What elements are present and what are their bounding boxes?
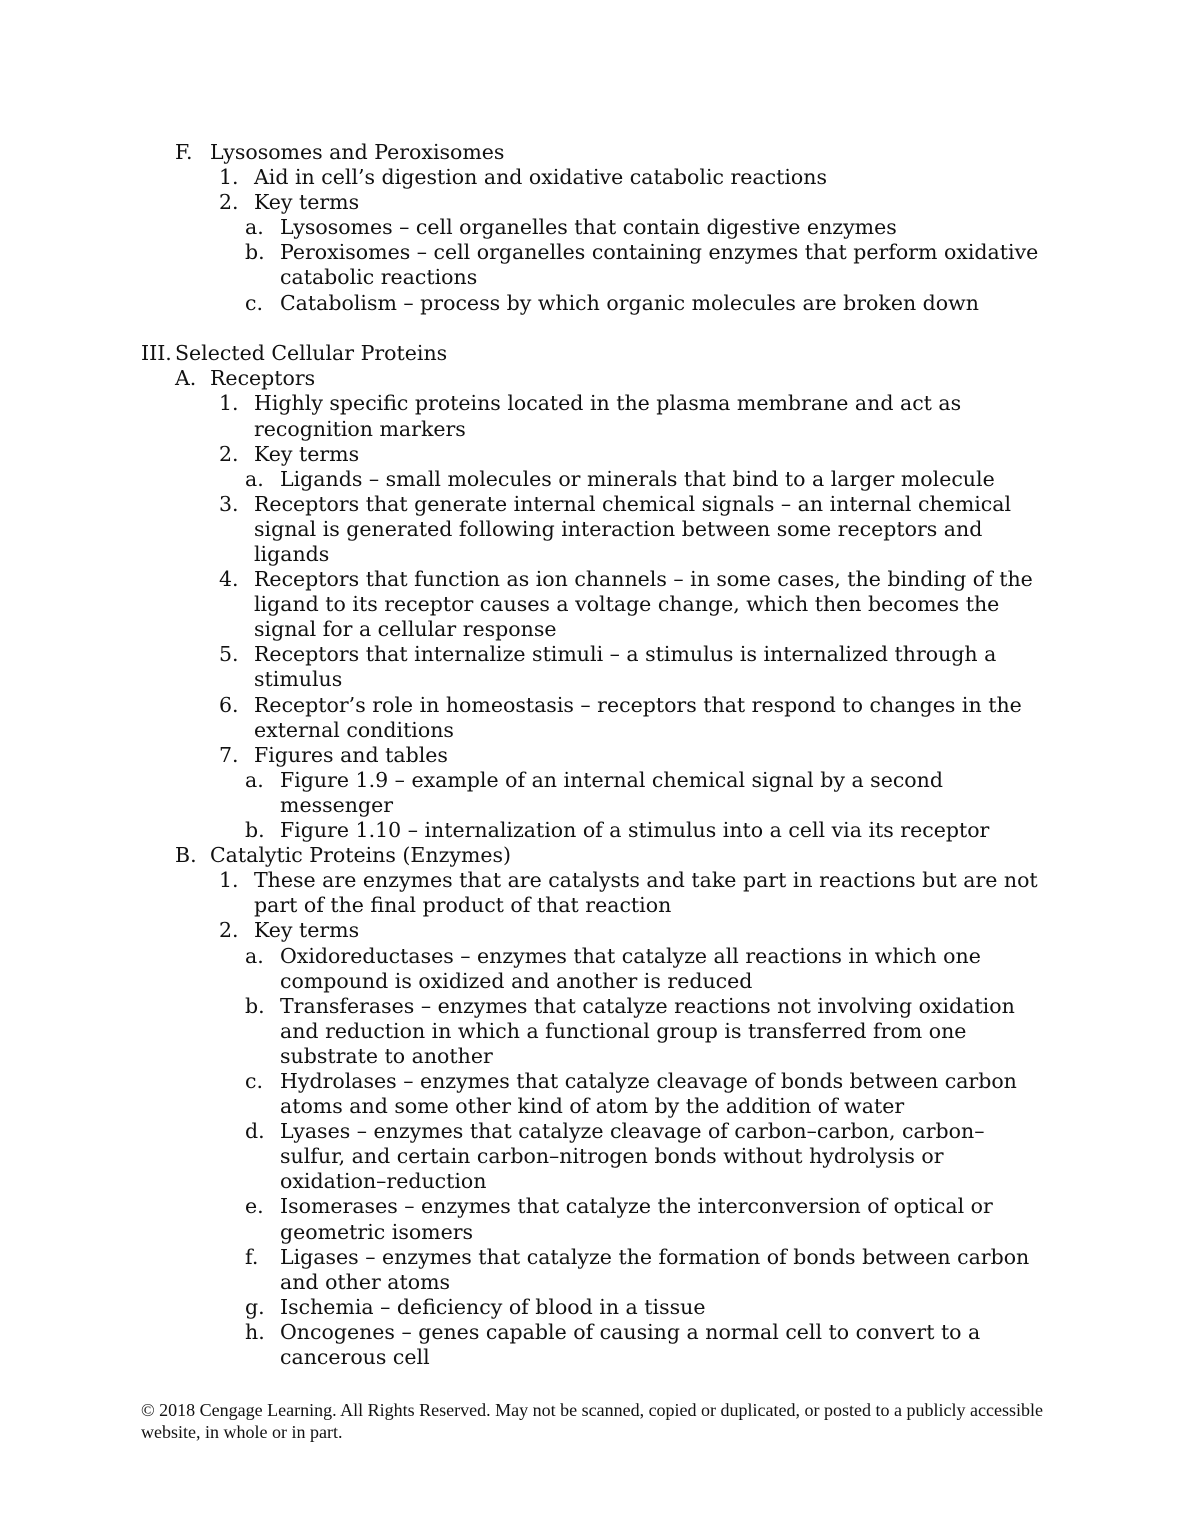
outline-text: Lysosomes and Peroxisomes (210, 140, 505, 164)
outline-text: Key terms (254, 441, 360, 466)
outline-line (0, 793, 1190, 818)
outline-line (0, 743, 1190, 768)
outline-line (0, 1295, 1190, 1320)
outline-line (0, 215, 1190, 240)
outline-text: Key terms (254, 190, 360, 215)
outline-line (0, 190, 1190, 215)
list-marker: a. (245, 767, 264, 792)
outline-text: These are enzymes that are catalysts and take part in reactions but are not (254, 868, 1038, 893)
outline-text: Key terms (254, 918, 360, 943)
outline-text: messenger (280, 792, 394, 817)
outline-line (0, 592, 1190, 617)
outline-line (0, 1144, 1190, 1169)
outline-text: cancerous cell (280, 1345, 430, 1369)
outline-text: Ischemia – deficiency of blood in a tissue (280, 1294, 706, 1319)
outline-line (0, 969, 1190, 994)
outline-line (0, 1320, 1190, 1345)
list-marker: A. (175, 366, 197, 391)
copyright-footer: © 2018 Cengage Learning. All Rights Reserved. May not be scanned, copied or duplicated, or posted to a publicly accessible website, in whole or in part. (141, 1400, 1043, 1442)
outline-text: Catalytic Proteins (Enzymes) (210, 843, 512, 868)
list-marker: B. (175, 843, 197, 868)
outline-line (0, 667, 1190, 692)
outline-line (0, 291, 1190, 316)
outline-line (0, 1220, 1190, 1245)
outline-text: Lysosomes – cell organelles that contain digestive enzymes (280, 215, 897, 240)
list-marker: F. (175, 140, 193, 164)
outline-text: Lyases – enzymes that catalyze cleavage of carbon–carbon, carbon– (280, 1119, 985, 1144)
list-marker: c. (245, 1068, 263, 1093)
list-marker: f. (245, 1244, 259, 1269)
outline-line (0, 994, 1190, 1019)
outline-line (0, 417, 1190, 442)
outline-text: Selected Cellular Proteins (175, 341, 448, 366)
list-marker: 2. (219, 190, 239, 215)
outline-text: signal is generated following interaction between some receptors and (254, 516, 983, 541)
outline-text: Transferases – enzymes that catalyze reactions not involving oxidation (280, 993, 1015, 1018)
list-marker: III. (141, 341, 172, 366)
outline-line (0, 391, 1190, 416)
outline-text: atoms and some other kind of atom by the addition of water (280, 1094, 905, 1119)
outline-text: Isomerases – enzymes that catalyze the interconversion of optical or (280, 1194, 993, 1219)
outline-text: Oxidoreductases – enzymes that catalyze all reactions in which one (280, 943, 981, 968)
outline-text: oxidation–reduction (280, 1169, 487, 1194)
outline-line (0, 718, 1190, 743)
outline-text: Figure 1.10 – internalization of a stimulus into a cell via its receptor (280, 818, 990, 843)
list-marker: b. (245, 993, 265, 1018)
outline-body (0, 140, 1190, 1370)
list-marker: a. (245, 466, 264, 491)
outline-text: Receptors that internalize stimuli – a stimulus is internalized through a (254, 642, 997, 667)
section-gap (0, 316, 1190, 342)
outline-text: catabolic reactions (280, 265, 478, 290)
outline-text: compound is oxidized and another is reduced (280, 968, 753, 993)
list-marker: 5. (219, 642, 239, 667)
outline-line (0, 1270, 1190, 1295)
outline-text: Highly specific proteins located in the plasma membrane and act as (254, 391, 962, 416)
outline-text: Receptors that function as ion channels – in some cases, the binding of the (254, 567, 1033, 592)
outline-text: Receptors (210, 366, 316, 391)
outline-line (0, 1169, 1190, 1194)
outline-line (0, 1345, 1190, 1370)
outline-line (0, 944, 1190, 969)
outline-text: Receptor’s role in homeostasis – receptors that respond to changes in the (254, 692, 1022, 717)
list-marker: a. (245, 943, 264, 968)
outline-line (0, 1094, 1190, 1119)
outline-line (0, 542, 1190, 567)
outline-text: and reduction in which a functional group is transferred from one (280, 1018, 967, 1043)
outline-text: Figures and tables (254, 742, 448, 767)
list-marker: 3. (219, 491, 239, 516)
outline-line (0, 843, 1190, 868)
outline-line (0, 467, 1190, 492)
list-marker: 2. (219, 441, 239, 466)
outline-line (0, 265, 1190, 290)
outline-line (0, 1044, 1190, 1069)
outline-line (0, 818, 1190, 843)
outline-line (0, 1119, 1190, 1144)
outline-text: Hydrolases – enzymes that catalyze cleavage of bonds between carbon (280, 1068, 1017, 1093)
list-marker: 1. (219, 868, 239, 893)
outline-text: Receptors that generate internal chemical signals – an internal chemical (254, 491, 1012, 516)
outline-line (0, 1019, 1190, 1044)
outline-line (0, 567, 1190, 592)
list-marker: 6. (219, 692, 239, 717)
list-marker: 7. (219, 742, 239, 767)
outline-line (0, 893, 1190, 918)
list-marker: g. (245, 1294, 265, 1319)
list-marker: h. (245, 1319, 265, 1344)
outline-line (0, 1245, 1190, 1270)
outline-line (0, 240, 1190, 265)
list-marker: c. (245, 290, 263, 315)
outline-text: Peroxisomes – cell organelles containing enzymes that perform oxidative (280, 240, 1039, 265)
outline-text: recognition markers (254, 416, 466, 441)
outline-text: Figure 1.9 – example of an internal chemical signal by a second (280, 767, 943, 792)
outline-line (0, 868, 1190, 893)
outline-text: Ligases – enzymes that catalyze the formation of bonds between carbon (280, 1244, 1030, 1269)
outline-text: Oncogenes – genes capable of causing a normal cell to convert to a (280, 1319, 981, 1344)
list-marker: a. (245, 215, 264, 240)
outline-text: substrate to another (280, 1043, 493, 1068)
outline-text: Catabolism – process by which organic molecules are broken down (280, 290, 979, 315)
outline-line (0, 768, 1190, 793)
list-marker: b. (245, 240, 265, 265)
outline-line (0, 693, 1190, 718)
outline-line (0, 140, 1190, 165)
list-marker: 4. (219, 567, 239, 592)
outline-line (0, 1194, 1190, 1219)
outline-line (0, 165, 1190, 190)
list-marker: e. (245, 1194, 264, 1219)
outline-text: sulfur, and certain carbon–nitrogen bonds without hydrolysis or (280, 1144, 944, 1169)
outline-text: and other atoms (280, 1269, 451, 1294)
outline-line (0, 1069, 1190, 1094)
outline-text: part of the final product of that reaction (254, 893, 672, 918)
list-marker: b. (245, 818, 265, 843)
list-marker: d. (245, 1119, 265, 1144)
outline-text: Ligands – small molecules or minerals that bind to a larger molecule (280, 466, 995, 491)
outline-text: ligand to its receptor causes a voltage change, which then becomes the (254, 592, 1000, 617)
list-marker: 2. (219, 918, 239, 943)
outline-line (0, 492, 1190, 517)
outline-text: geometric isomers (280, 1219, 474, 1244)
outline-text: external conditions (254, 717, 454, 742)
outline-line (0, 642, 1190, 667)
outline-text: ligands (254, 542, 330, 566)
outline-line (0, 918, 1190, 943)
outline-text: stimulus (254, 667, 343, 692)
outline-text: Aid in cell’s digestion and oxidative catabolic reactions (254, 165, 827, 190)
list-marker: 1. (219, 165, 239, 190)
outline-line (0, 442, 1190, 467)
outline-line (0, 341, 1190, 366)
outline-line (0, 366, 1190, 391)
outline-line (0, 517, 1190, 542)
outline-line (0, 617, 1190, 642)
list-marker: 1. (219, 391, 239, 416)
outline-text: signal for a cellular response (254, 617, 557, 642)
